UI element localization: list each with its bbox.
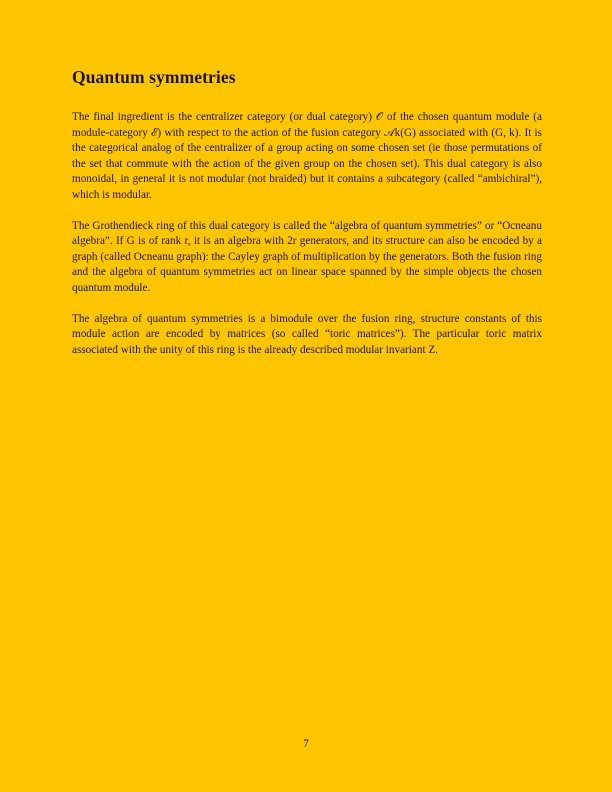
section-heading: Quantum symmetries xyxy=(72,67,236,87)
paragraph-bimodule: The algebra of quantum symmetries is a bimodule over the fusion ring, structure constants of this module action are encoded by matrices (so called “toric matrices”). The particular toric matrix associated with the unity of this ring is the already described modular invariant Z. xyxy=(72,312,542,356)
paragraph-centralizer-category: The final ingredient is the centralizer category (or dual category) 𝒪 of the chosen quantum module (a module-category ℰ) with respect to the action of the fusion category 𝒜k(G) associated with (G, k). It is the categorical analog of the centralizer of a group acting on some chosen set (ie those permutations of the set that commute with the action of the given group on the chosen set). This dual category is also monoidal, in general it is not modular (not braided) but it contains a subcategory (called “ambichiral”), which is modular. xyxy=(72,111,542,201)
paragraph-grothendieck-ring: The Grothendieck ring of this dual category is called the “algebra of quantum symmetries” or “Ocneanu algebra”. If G is of rank r, it is an algebra with 2r generators, and its structure can also be encoded by a graph (called Ocneanu graph): the Cayley graph of multiplication by the generators. Both the fusion ring and the algebra of quantum symmetries act on linear space spanned by the simple objects the chosen quantum module. xyxy=(72,219,542,294)
page-number: 7 xyxy=(303,738,309,750)
page-content xyxy=(72,66,542,373)
